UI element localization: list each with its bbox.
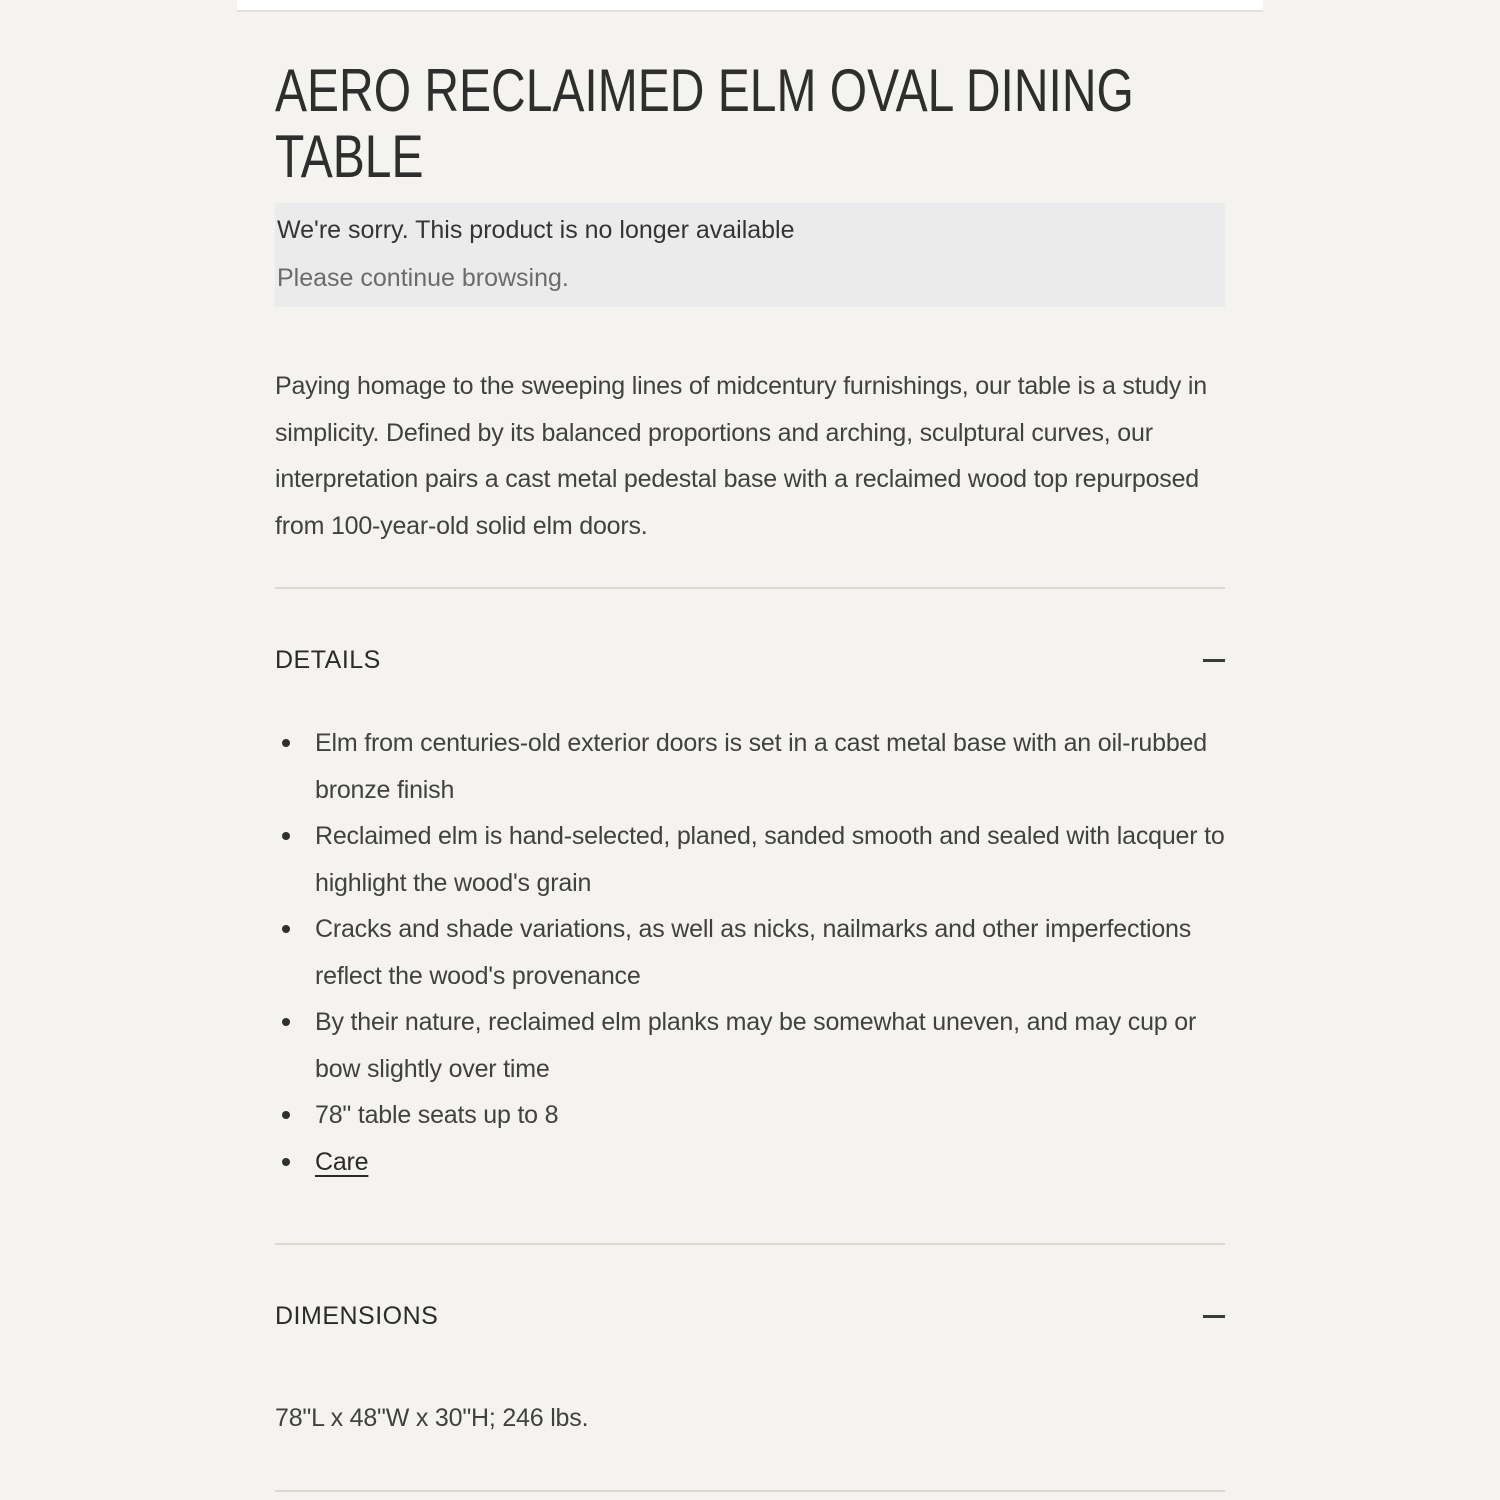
detail-item: 78" table seats up to 8: [275, 1092, 1225, 1139]
minus-icon[interactable]: [1203, 659, 1225, 662]
dimensions-heading: DIMENSIONS: [275, 1302, 439, 1330]
details-list: [275, 720, 1225, 1185]
product-description: Paying homage to the sweeping lines of midcentury furnishings, our table is a study in simplicity. Defined by its balanced proportions and arching, sculptural curves, our interpretation pairs a cast metal pedestal base with a reclaimed wood top repurposed from 100-year-old solid elm doors.: [275, 372, 1207, 540]
details-heading: DETAILS: [275, 646, 381, 674]
divider: [275, 1243, 1225, 1245]
dimensions-value: 78"L x 48"W x 30"H; 246 lbs.: [275, 1404, 589, 1432]
availability-message: We're sorry. This product is no longer available: [277, 216, 795, 244]
availability-notice: [275, 203, 1225, 307]
product-detail-column: [237, 0, 1263, 1492]
detail-item: Elm from centuries-old exterior doors is set in a cast metal base with an oil-rubbed bronze finish: [275, 720, 1225, 813]
continue-browsing-text: Please continue browsing.: [277, 264, 569, 292]
product-title: AERO RECLAIMED ELM OVAL DINING TABLE: [275, 57, 1134, 190]
details-section-header[interactable]: [275, 645, 1225, 675]
dimensions-section-header[interactable]: [275, 1301, 1225, 1331]
detail-item: Reclaimed elm is hand-selected, planed, sanded smooth and sealed with lacquer to highlight the wood's grain: [275, 813, 1225, 906]
detail-item: By their nature, reclaimed elm planks may be somewhat uneven, and may cup or bow slightly over time: [275, 999, 1225, 1092]
previous-section-edge: [237, 0, 1263, 12]
divider: [275, 1490, 1225, 1492]
detail-item-care: [275, 1139, 1225, 1186]
care-link[interactable]: Care: [315, 1147, 369, 1176]
detail-item: Cracks and shade variations, as well as nicks, nailmarks and other imperfections reflect the wood's provenance: [275, 906, 1225, 999]
product-info-panel: [237, 58, 1263, 1492]
divider: [275, 587, 1225, 589]
minus-icon[interactable]: [1203, 1315, 1225, 1318]
